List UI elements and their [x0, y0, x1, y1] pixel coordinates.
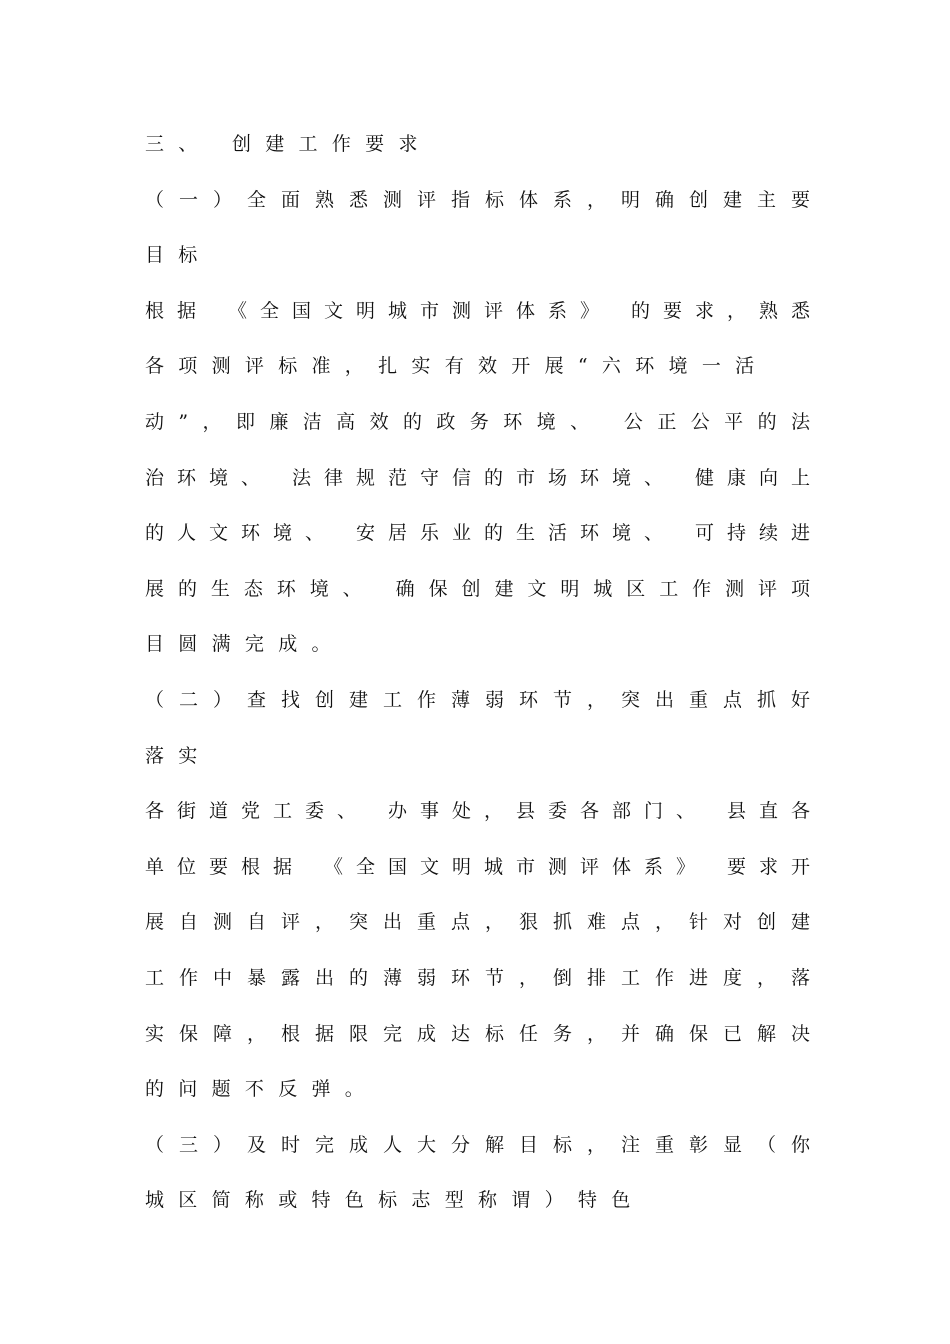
- paragraph-1-line-6: 展的生态环境、 确保创建文明城区工作测评项: [145, 577, 810, 600]
- paragraph-1-line-1: 根据 《全国文明城市测评体系》 的要求，熟悉: [145, 299, 810, 322]
- paragraph-1-line-3: 动”，即廉洁高效的政务环境、 公正公平的法: [145, 410, 810, 433]
- subheading-3-line-2: 城区简称或特色标志型称谓）特色: [145, 1189, 645, 1212]
- paragraph-2-line-5: 实保障，根据限完成达标任务，并确保已解决: [145, 1022, 810, 1045]
- document-body: [145, 117, 810, 1229]
- paragraph-1-line-4: 治环境、 法律规范守信的市场环境、 健康向上: [145, 466, 810, 489]
- subheading-1-line-1: （一）全面熟悉测评指标体系，明确创建主要: [145, 188, 810, 211]
- paragraph-2-line-1: 各街道党工委、 办事处，县委各部门、 县直各: [145, 800, 810, 823]
- paragraph-1-line-2: 各项测评标准，扎实有效开展“六环境一活: [145, 355, 769, 378]
- paragraph-2-line-2: 单位要根据 《全国文明城市测评体系》 要求开: [145, 855, 810, 878]
- paragraph-2-line-3: 展自测自评，突出重点，狠抓难点，针对创建: [145, 911, 810, 934]
- paragraph-2-line-4: 工作中暴露出的薄弱环节，倒排工作进度，落: [145, 966, 810, 989]
- paragraph-2-line-6: 的问题不反弹。: [145, 1078, 379, 1101]
- subheading-2-line-2: 落实: [145, 744, 212, 767]
- section-heading: 三、 创建工作要求: [145, 133, 432, 155]
- subheading-3-line-1: （三）及时完成人大分解目标，注重彰显（你: [145, 1133, 810, 1156]
- paragraph-1-line-5: 的人文环境、 安居乐业的生活环境、 可持续进: [145, 522, 810, 545]
- paragraph-1-line-7: 目圆满完成。: [145, 633, 345, 656]
- subheading-2-line-1: （二）查找创建工作薄弱环节，突出重点抓好: [145, 688, 810, 711]
- subheading-1-line-2: 目标: [145, 244, 212, 267]
